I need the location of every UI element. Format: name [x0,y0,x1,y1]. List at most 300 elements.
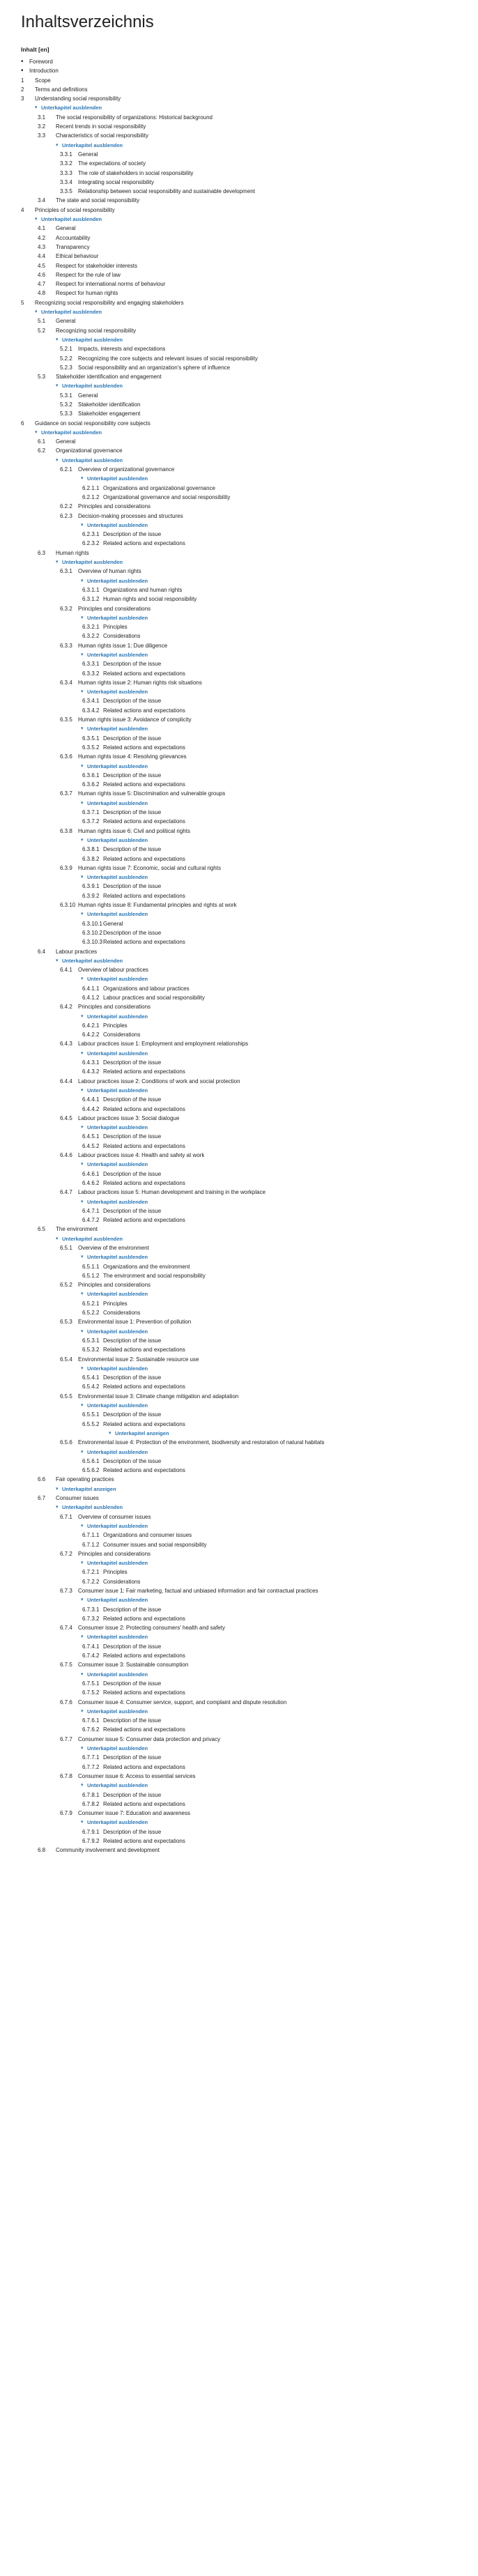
toc-toggle-link[interactable] [0,687,478,696]
toc-entry[interactable] [0,1382,478,1391]
toc-toggle-label[interactable]: Unterkapitel ausblenden [62,383,123,390]
toc-entry-title[interactable]: Principles [103,1300,128,1307]
toc-entry[interactable] [0,1114,478,1123]
toc-entry-title[interactable]: Human rights issue 1: Due diligence [78,642,168,649]
toc-entry[interactable] [0,512,478,521]
toc-entry-title[interactable]: Human rights issue 5: Discrimination and vulnerable groups [78,790,226,797]
toc-entry[interactable] [0,252,478,261]
toc-entry[interactable] [0,659,478,668]
toc-entry-title[interactable]: Consumer issue 7: Education and awareness [78,1810,190,1817]
toc-toggle-link[interactable] [0,1558,478,1567]
toc-entry-title[interactable]: Consumer issue 1: Fair marketing, factual and unbiased information and fair contractual practices [78,1587,318,1594]
toc-entry-title[interactable]: Related actions and expectations [103,855,185,862]
toc-entry[interactable] [0,1567,478,1577]
toc-entry[interactable] [0,696,478,705]
toc-entry-title[interactable]: Labour practices and social responsibility [103,994,205,1001]
toc-entry-title[interactable]: Integrating social responsibility [78,178,154,185]
toc-toggle-label[interactable]: Unterkapitel ausblenden [87,1365,148,1372]
toc-toggle-label[interactable]: Unterkapitel ausblenden [62,457,123,463]
toc-entry[interactable] [0,196,478,205]
toc-entry-title[interactable]: Principles of social responsibility [35,206,115,213]
toc-bullet-item[interactable] [0,57,478,66]
toc-entry-title[interactable]: Related actions and expectations [103,1467,185,1474]
toc-entry-title[interactable]: General [78,392,98,399]
toc-toggle-label[interactable]: Unterkapitel ausblenden [87,762,148,769]
toc-entry-title[interactable]: Considerations [103,1310,141,1317]
toc-entry-title[interactable]: Description of the issue [103,1717,162,1724]
toc-entry[interactable] [0,76,478,85]
toc-entry[interactable] [0,178,478,187]
toc-entry-title[interactable]: Description of the issue [103,1680,162,1687]
toc-entry[interactable] [0,1735,478,1744]
toc-toggle-label[interactable]: Unterkapitel ausblenden [87,1161,148,1168]
toc-entry[interactable] [0,1021,478,1030]
toc-entry[interactable] [0,187,478,196]
toc-entry[interactable] [0,1030,478,1039]
toc-toggle-label[interactable]: Unterkapitel ausblenden [87,1124,148,1131]
toc-entry[interactable] [0,1438,478,1447]
toc-entry-title[interactable]: Recent trends in social responsibility [56,123,146,130]
toc-entry[interactable] [0,1280,478,1289]
toc-entry[interactable] [0,243,478,252]
toc-entry-title[interactable]: Principles [103,1569,128,1576]
toc-entry-title[interactable]: Related actions and expectations [103,818,185,825]
toc-toggle-link[interactable] [0,1401,478,1410]
toc-entry[interactable] [0,1679,478,1688]
toc-entry-title[interactable]: Social responsibility and an organization's sphere of influence [78,364,231,371]
toc-toggle-link[interactable] [0,1670,478,1679]
toc-toggle-label[interactable]: Unterkapitel ausblenden [41,105,102,112]
toc-entry[interactable] [0,1058,478,1067]
toc-entry-title[interactable]: Labour practices issue 1: Employment and employment relationships [78,1041,249,1048]
toc-toggle-label[interactable]: Unterkapitel ausblenden [87,836,148,843]
toc-entry-title[interactable]: Consumer issue 2: Protecting consumers' health and safety [78,1625,225,1632]
toc-entry[interactable] [0,372,478,381]
toc-toggle-label[interactable]: Unterkapitel anzeigen [115,1429,169,1436]
toc-toggle-label[interactable]: Unterkapitel ausblenden [62,559,123,566]
toc-entry-title[interactable]: Respect for stakeholder interests [56,262,137,269]
toc-entry[interactable] [0,1420,478,1429]
toc-toggle-label[interactable]: Unterkapitel ausblenden [41,309,102,316]
toc-entry-title[interactable]: Scope [35,77,51,84]
toc-entry-title[interactable]: Recognizing social responsibility and engaging stakeholders [35,299,184,306]
toc-entry-title[interactable]: Considerations [103,1578,141,1585]
toc-entry[interactable] [0,150,478,159]
toc-entry-title[interactable]: Consumer issues [56,1495,99,1502]
toc-entry-title[interactable]: Related actions and expectations [103,1615,185,1622]
toc-entry-title[interactable]: Stakeholder engagement [78,411,141,417]
toc-entry-title[interactable]: The social responsibility of organizations: Historical background [56,114,213,121]
toc-entry[interactable] [0,169,478,178]
toc-entry[interactable] [0,1299,478,1308]
toc-entry[interactable] [0,1002,478,1011]
toc-entry-title[interactable]: Labour practices issue 5: Human development and training in the workplace [78,1189,266,1196]
toc-entry-title[interactable]: Understanding social responsibility [35,95,121,102]
toc-toggle-label[interactable]: Unterkapitel ausblenden [62,141,123,148]
toc-entry[interactable] [0,289,478,298]
toc-toggle-label[interactable]: Unterkapitel ausblenden [87,652,148,658]
toc-toggle-label[interactable]: Unterkapitel ausblenden [87,1634,148,1641]
toc-entry[interactable] [0,1763,478,1772]
toc-entry-title[interactable]: Description of the issue [103,1606,162,1613]
toc-toggle-link[interactable] [0,1327,478,1336]
toc-entry[interactable] [0,1067,478,1076]
toc-toggle-label[interactable]: Unterkapitel ausblenden [87,1671,148,1678]
toc-toggle-label[interactable]: Unterkapitel ausblenden [87,1745,148,1752]
toc-entry-title[interactable]: Organizational governance and social responsibility [103,493,231,500]
toc-toggle-link[interactable] [0,1521,478,1531]
toc-entry-title[interactable]: Community involvement and development [56,1847,160,1854]
toc-toggle-label[interactable]: Unterkapitel ausblenden [87,1819,148,1826]
toc-entry[interactable] [0,1206,478,1216]
toc-entry[interactable] [0,706,478,715]
toc-entry[interactable] [0,965,478,974]
toc-entry-title[interactable]: Related actions and expectations [103,781,185,788]
toc-entry[interactable] [0,233,478,243]
toc-entry-title[interactable]: Respect for human rights [56,290,118,297]
toc-entry-title[interactable]: Principles and considerations [78,503,151,510]
toc-entry-title[interactable]: Human rights issue 3: Avoidance of complicity [78,716,192,723]
toc-entry-title[interactable]: General [56,225,76,232]
toc-entry[interactable] [0,493,478,502]
toc-entry-title[interactable]: Description of the issue [103,1828,162,1835]
toc-entry-title[interactable]: Related actions and expectations [103,1383,185,1390]
toc-toggle-label[interactable]: Unterkapitel ausblenden [87,1198,148,1205]
toc-entry-title[interactable]: The role of stakeholders in social responsibility [78,169,194,176]
toc-entry[interactable] [0,585,478,595]
toc-entry[interactable] [0,502,478,511]
toc-toggle-label[interactable]: Unterkapitel ausblenden [87,689,148,696]
toc-entry[interactable] [0,261,478,270]
toc-entry[interactable] [0,984,478,993]
toc-entry[interactable] [0,1660,478,1669]
toc-entry-title[interactable]: Description of the issue [103,1791,162,1798]
toc-entry[interactable] [0,827,478,836]
toc-entry-title[interactable]: Description of the issue [103,1207,162,1214]
toc-toggle-link[interactable] [0,307,478,316]
toc-toggle-link[interactable] [0,103,478,112]
toc-entry-title[interactable]: Related actions and expectations [103,1142,185,1149]
toc-entry[interactable] [0,206,478,215]
toc-entry-title[interactable]: Labour practices issue 4: Health and safety at work [78,1152,205,1159]
toc-toggle-label[interactable]: Unterkapitel ausblenden [87,911,148,918]
toc-entry[interactable] [0,1142,478,1151]
toc-toggle-link[interactable] [0,974,478,983]
toc-entry-title[interactable]: General [78,151,98,158]
toc-entry-title[interactable]: Related actions and expectations [103,1726,185,1733]
toc-toggle-link[interactable] [0,1781,478,1790]
toc-toggle-link[interactable] [0,215,478,224]
toc-toggle-label[interactable]: Unterkapitel ausblenden [87,976,148,983]
toc-entry[interactable] [0,947,478,956]
toc-toggle-link[interactable] [0,1744,478,1753]
toc-entry[interactable] [0,400,478,409]
toc-entry[interactable] [0,1345,478,1354]
toc-entry-title[interactable]: General [56,438,76,445]
toc-entry[interactable] [0,530,478,539]
toc-entry-title[interactable]: Considerations [103,633,141,640]
toc-toggle-label[interactable]: Unterkapitel ausblenden [87,1013,148,1020]
toc-entry-title[interactable]: Environmental issue 2: Sustainable resource use [78,1356,199,1363]
toc-entry[interactable] [0,1336,478,1345]
toc-toggle-label[interactable]: Unterkapitel ausblenden [87,521,148,528]
toc-entry-title[interactable]: Stakeholder identification [78,401,141,408]
toc-entry[interactable] [0,549,478,558]
toc-entry[interactable] [0,567,478,576]
toc-entry[interactable] [0,808,478,817]
toc-entry[interactable] [0,752,478,761]
toc-entry[interactable] [0,1105,478,1114]
toc-toggle-label[interactable]: Unterkapitel ausblenden [87,577,148,584]
toc-entry[interactable] [0,113,478,122]
toc-entry[interactable] [0,1753,478,1762]
toc-entry[interactable] [0,1531,478,1540]
toc-entry[interactable] [0,1791,478,1800]
toc-entry-title[interactable]: Related actions and expectations [103,1653,185,1659]
toc-entry-title[interactable]: Related actions and expectations [103,707,185,714]
toc-entry-title[interactable]: Foreword [29,59,53,65]
toc-entry[interactable] [0,94,478,103]
toc-entry[interactable] [0,437,478,446]
toc-entry-title[interactable]: Description of the issue [103,1133,162,1140]
toc-entry-title[interactable]: Description of the issue [103,772,162,779]
toc-entry-title[interactable]: Principles [103,624,128,631]
toc-entry[interactable] [0,446,478,455]
toc-entry[interactable] [0,1827,478,1837]
toc-entry[interactable] [0,734,478,743]
toc-entry[interactable] [0,465,478,474]
toc-entry[interactable] [0,1243,478,1252]
toc-entry[interactable] [0,1512,478,1521]
toc-entry[interactable] [0,1039,478,1048]
toc-entry-title[interactable]: Overview of human rights [78,568,141,575]
toc-entry[interactable] [0,1216,478,1225]
toc-entry-title[interactable]: Terms and definitions [35,86,88,93]
toc-entry-title[interactable]: Stakeholder identification and engagement [56,374,162,381]
toc-toggle-label[interactable]: Unterkapitel ausblenden [62,1504,123,1511]
toc-toggle-link[interactable] [0,1289,478,1298]
toc-entry[interactable] [0,326,478,335]
toc-toggle-label[interactable]: Unterkapitel ausblenden [87,1328,148,1335]
toc-entry-title[interactable]: Related actions and expectations [103,1179,185,1186]
toc-entry[interactable] [0,1151,478,1160]
toc-entry-title[interactable]: Labour practices issue 2: Conditions of work and social protection [78,1078,240,1084]
toc-entry-title[interactable]: Consumer issue 5: Consumer data protection and privacy [78,1735,221,1742]
toc-entry[interactable] [0,1837,478,1846]
toc-entry[interactable] [0,419,478,428]
toc-entry[interactable] [0,1188,478,1197]
toc-entry-title[interactable]: Overview of the environment [78,1245,149,1251]
toc-toggle-label[interactable]: Unterkapitel ausblenden [87,475,148,482]
toc-toggle-label[interactable]: Unterkapitel ausblenden [62,336,123,343]
toc-entry-title[interactable]: Ethical behaviour [56,253,99,260]
toc-entry[interactable] [0,1095,478,1104]
toc-entry-title[interactable]: Description of the issue [103,698,162,705]
toc-entry[interactable] [0,780,478,789]
toc-toggle-link[interactable] [0,762,478,771]
toc-entry[interactable] [0,1642,478,1651]
toc-toggle-link[interactable] [0,1632,478,1641]
toc-entry-title[interactable]: Related actions and expectations [103,744,185,751]
toc-entry-title[interactable]: Human rights issue 6: Civil and political rights [78,827,190,834]
toc-entry[interactable] [0,854,478,864]
toc-toggle-link[interactable] [0,521,478,530]
toc-entry-title[interactable]: Respect for international norms of behaviour [56,281,166,288]
toc-entry-title[interactable]: Overview of labour practices [78,967,148,974]
toc-toggle-link[interactable] [0,141,478,150]
toc-entry-title[interactable]: General [103,920,123,927]
toc-entry[interactable] [0,1623,478,1632]
toc-entry[interactable] [0,279,478,289]
toc-entry[interactable] [0,1170,478,1179]
toc-entry[interactable] [0,316,478,325]
toc-toggle-link[interactable] [0,1049,478,1058]
toc-entry[interactable] [0,298,478,307]
toc-entry-title[interactable]: Description of the issue [103,929,162,936]
toc-toggle-link[interactable] [0,456,478,465]
toc-entry[interactable] [0,993,478,1002]
toc-toggle-link[interactable] [0,1429,478,1438]
toc-entry[interactable] [0,391,478,400]
toc-entry-title[interactable]: Organizational governance [56,447,123,454]
toc-entry-title[interactable]: Description of the issue [103,661,162,668]
toc-entry-title[interactable]: The environment and social responsibility [103,1272,206,1279]
toc-entry-title[interactable]: Organizations and the environment [103,1263,190,1270]
toc-entry[interactable] [0,122,478,131]
toc-entry[interactable] [0,1466,478,1475]
toc-entry[interactable] [0,622,478,631]
toc-entry[interactable] [0,1271,478,1280]
toc-entry[interactable] [0,882,478,891]
toc-entry-title[interactable]: Description of the issue [103,809,162,816]
toc-entry-title[interactable]: Environmental issue 4: Protection of the environment, biodiversity and restoration of natural habitats [78,1439,325,1446]
toc-entry-title[interactable]: Description of the issue [103,1374,162,1381]
toc-entry[interactable] [0,85,478,94]
toc-toggle-link[interactable] [0,910,478,919]
toc-entry-title[interactable]: Characteristics of social responsibility [56,132,148,139]
toc-entry-title[interactable]: Related actions and expectations [103,892,185,899]
toc-entry-title[interactable]: Principles and considerations [78,1550,151,1557]
toc-entry[interactable] [0,789,478,798]
toc-entry[interactable] [0,1577,478,1586]
toc-entry-title[interactable]: Related actions and expectations [103,1763,185,1770]
toc-toggle-link[interactable] [0,1503,478,1512]
toc-toggle-link[interactable] [0,1123,478,1132]
toc-entry-title[interactable]: Description of the issue [103,531,162,538]
toc-entry[interactable] [0,669,478,678]
toc-toggle-link[interactable] [0,613,478,622]
toc-entry[interactable] [0,224,478,233]
toc-entry[interactable] [0,354,478,363]
toc-entry[interactable] [0,1846,478,1855]
toc-entry-title[interactable]: Overview of consumer issues [78,1513,151,1520]
toc-entry[interactable] [0,409,478,418]
toc-toggle-label[interactable]: Unterkapitel ausblenden [87,1782,148,1789]
toc-entry-title[interactable]: Related actions and expectations [103,1800,185,1807]
toc-toggle-link[interactable] [0,1160,478,1169]
toc-toggle-label[interactable]: Unterkapitel ausblenden [87,1560,148,1567]
toc-toggle-link[interactable] [0,836,478,845]
toc-entry-title[interactable]: Human rights issue 4: Resolving grievances [78,753,187,760]
toc-toggle-label[interactable]: Unterkapitel ausblenden [87,1448,148,1455]
toc-entry[interactable] [0,928,478,937]
toc-entry-title[interactable]: Related actions and expectations [103,1217,185,1224]
toc-toggle-link[interactable] [0,873,478,882]
toc-entry-title[interactable]: Environmental issue 3: Climate change mitigation and adaptation [78,1393,239,1400]
toc-entry-title[interactable]: Relationship between social responsibility and sustainable development [78,188,255,195]
toc-entry-title[interactable]: Human rights and social responsibility [103,596,197,603]
toc-entry-title[interactable]: Organizations and consumer issues [103,1532,192,1539]
toc-entry-title[interactable]: Principles and considerations [78,1282,151,1289]
toc-entry-title[interactable]: Guidance on social responsibility core subjects [35,420,151,427]
toc-entry[interactable] [0,1549,478,1558]
toc-entry-title[interactable]: The expectations of society [78,160,146,167]
toc-entry[interactable] [0,1373,478,1382]
toc-entry-title[interactable]: Labour practices [56,948,98,955]
toc-toggle-link[interactable] [0,1707,478,1716]
toc-entry-title[interactable]: Description of the issue [103,1337,162,1344]
toc-toggle-label[interactable]: Unterkapitel ausblenden [87,1708,148,1715]
toc-entry[interactable] [0,678,478,687]
toc-toggle-link[interactable] [0,335,478,344]
toc-entry[interactable] [0,864,478,873]
toc-entry[interactable] [0,1457,478,1466]
toc-entry[interactable] [0,1586,478,1595]
toc-toggle-label[interactable]: Unterkapitel ausblenden [87,874,148,881]
toc-toggle-link[interactable] [0,1086,478,1095]
toc-toggle-label[interactable]: Unterkapitel ausblenden [87,799,148,806]
toc-entry[interactable] [0,1475,478,1484]
toc-entry-title[interactable]: Recognizing social responsibility [56,327,137,334]
toc-entry[interactable] [0,1494,478,1503]
toc-entry[interactable] [0,1809,478,1818]
toc-entry[interactable] [0,1716,478,1725]
toc-entry[interactable] [0,1614,478,1623]
toc-entry-title[interactable]: The state and social responsibility [56,197,140,204]
toc-entry-title[interactable]: Description of the issue [103,846,162,853]
toc-entry[interactable] [0,159,478,168]
toc-toggle-label[interactable]: Unterkapitel ausblenden [41,429,102,436]
toc-entry-title[interactable]: Human rights issue 2: Human rights risk situations [78,679,202,686]
toc-entry[interactable] [0,539,478,548]
toc-entry[interactable] [0,270,478,279]
toc-toggle-label[interactable]: Unterkapitel ausblenden [87,726,148,733]
toc-entry-title[interactable]: Related actions and expectations [103,1689,185,1696]
toc-entry-title[interactable]: Labour practices issue 3: Social dialogue [78,1114,180,1121]
toc-toggle-label[interactable]: Unterkapitel ausblenden [87,1522,148,1529]
toc-entry[interactable] [0,641,478,650]
toc-toggle-link[interactable] [0,1197,478,1206]
toc-toggle-label[interactable]: Unterkapitel ausblenden [87,1254,148,1261]
toc-toggle-link[interactable] [0,381,478,390]
toc-entry-title[interactable]: Description of the issue [103,1411,162,1418]
toc-entry[interactable] [0,743,478,752]
toc-entry-title[interactable]: Related actions and expectations [103,670,185,677]
toc-entry[interactable] [0,771,478,780]
toc-entry-title[interactable]: Fair operating practices [56,1476,114,1483]
toc-entry[interactable] [0,604,478,613]
toc-entry-title[interactable]: Description of the issue [103,1754,162,1761]
toc-entry-title[interactable]: Impacts, interests and expectations [78,346,166,353]
toc-toggle-link[interactable] [0,1234,478,1243]
toc-entry[interactable] [0,1225,478,1234]
toc-toggle-link[interactable] [0,1485,478,1494]
toc-entry-title[interactable]: Recognizing the core subjects and relevant issues of social responsibility [78,355,258,362]
toc-toggle-label[interactable]: Unterkapitel anzeigen [62,1485,116,1492]
toc-entry-title[interactable]: General [56,318,76,325]
toc-entry-title[interactable]: Related actions and expectations [103,540,185,547]
toc-entry-title[interactable]: Accountability [56,234,91,241]
